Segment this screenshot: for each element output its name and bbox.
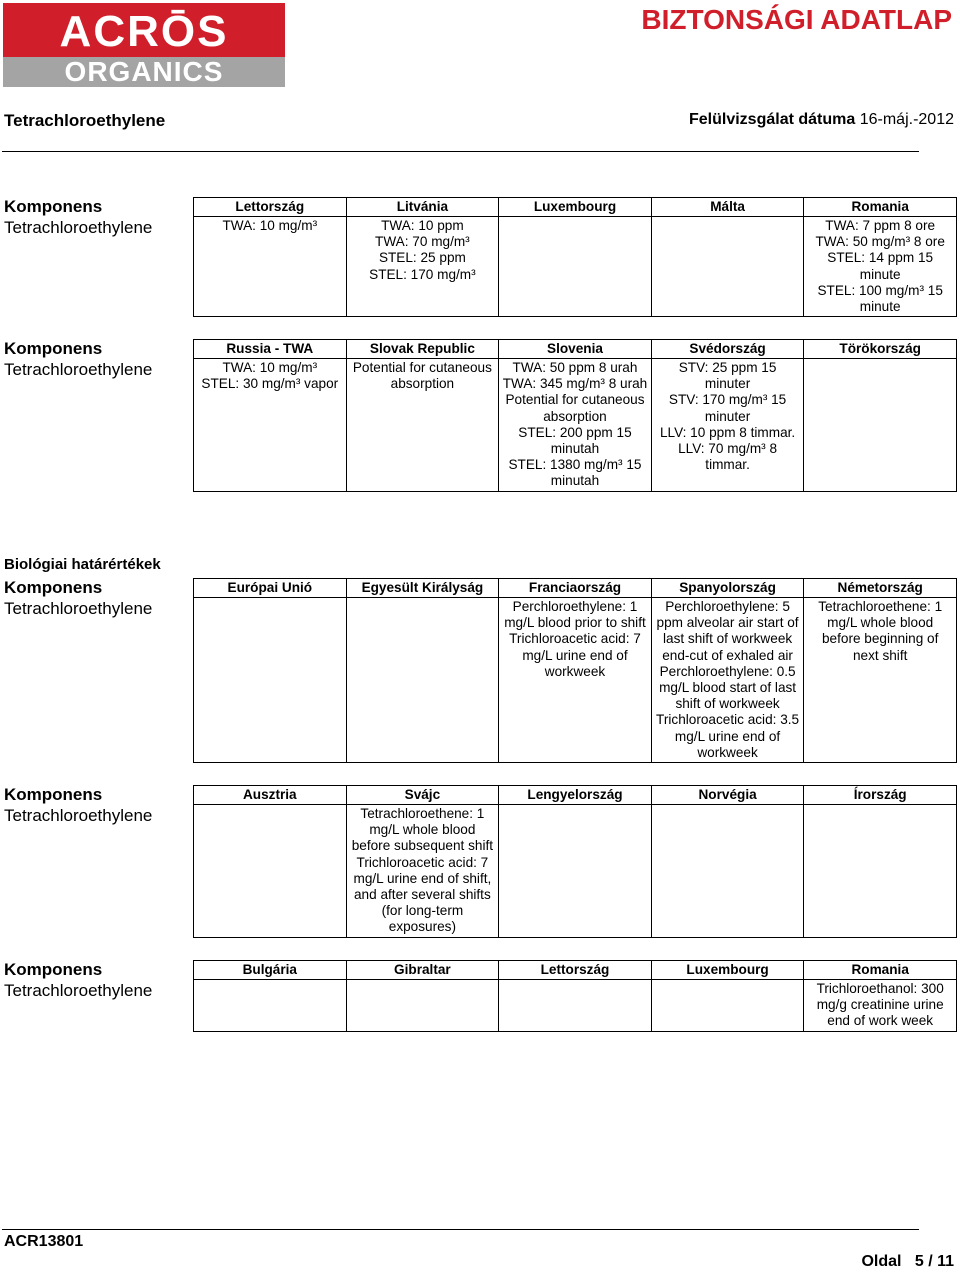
component-label: Komponens bbox=[4, 197, 103, 216]
column-header: Romania bbox=[804, 961, 957, 980]
page-label: Oldal bbox=[861, 1253, 902, 1270]
revision-date-line bbox=[689, 111, 954, 129]
header-divider bbox=[2, 151, 919, 152]
limits-table bbox=[193, 960, 957, 1032]
component-label: Komponens bbox=[4, 960, 103, 979]
limits-table bbox=[193, 785, 957, 938]
logo-top-band bbox=[3, 3, 285, 61]
table-cell bbox=[499, 980, 652, 1032]
column-header: Slovenia bbox=[499, 340, 652, 359]
table-cell: Tetrachloroethene: 1 mg/L whole blood before beginning of next shift bbox=[804, 598, 957, 763]
table-cell bbox=[651, 217, 804, 317]
component-label: Komponens bbox=[4, 339, 103, 358]
table-cell bbox=[651, 805, 804, 938]
component-name: Tetrachloroethylene bbox=[4, 218, 153, 237]
product-name: Tetrachloroethylene bbox=[4, 111, 166, 130]
table-cell: Perchloroethylene: 1 mg/L blood prior to shift Trichloroacetic acid: 7 mg/L urine end of workweek bbox=[499, 598, 652, 763]
table-cell bbox=[346, 980, 499, 1032]
column-header: Norvégia bbox=[651, 786, 804, 805]
table-header-row bbox=[194, 961, 957, 980]
table-cell bbox=[194, 805, 347, 938]
table-cell: Potential for cutaneous absorption bbox=[346, 359, 499, 492]
column-header: Egyesült Királyság bbox=[346, 579, 499, 598]
column-header: Lengyelország bbox=[499, 786, 652, 805]
limits-table bbox=[193, 197, 957, 317]
table-header-row bbox=[194, 786, 957, 805]
column-header: Svédország bbox=[651, 340, 804, 359]
component-name: Tetrachloroethylene bbox=[4, 806, 153, 825]
table-row bbox=[194, 598, 957, 763]
document-id: ACR13801 bbox=[4, 1233, 84, 1250]
table-row bbox=[194, 217, 957, 317]
logo-bottom-band bbox=[3, 57, 285, 87]
page-value: 5 / 11 bbox=[914, 1253, 954, 1270]
limits-table bbox=[193, 578, 957, 763]
biological-limits-heading: Biológiai határértékek bbox=[4, 556, 161, 573]
column-header: Írország bbox=[804, 786, 957, 805]
column-header: Lettország bbox=[499, 961, 652, 980]
table-cell: TWA: 10 mg/m³ bbox=[194, 217, 347, 317]
table-header-row bbox=[194, 340, 957, 359]
revision-label: Felülvizsgálat dátuma bbox=[689, 111, 856, 128]
table-cell bbox=[499, 217, 652, 317]
column-header: Luxembourg bbox=[651, 961, 804, 980]
acros-organics-logo bbox=[3, 3, 285, 87]
column-header: Romania bbox=[804, 198, 957, 217]
column-header: Bulgária bbox=[194, 961, 347, 980]
table-row bbox=[194, 980, 957, 1032]
table-cell bbox=[194, 980, 347, 1032]
table-cell bbox=[804, 805, 957, 938]
limits-table bbox=[193, 339, 957, 492]
logo-bottom-text: ORGANICS bbox=[64, 57, 224, 87]
table-cell: TWA: 7 ppm 8 ore TWA: 50 mg/m³ 8 ore STEL: 14 ppm 15 minute STEL: 100 mg/m³ 15 minute bbox=[804, 217, 957, 317]
component-name: Tetrachloroethylene bbox=[4, 360, 153, 379]
table-cell: STV: 25 ppm 15 minuter STV: 170 mg/m³ 15 minuter LLV: 10 ppm 8 timmar. LLV: 70 mg/m³ 8 timmar. bbox=[651, 359, 804, 492]
column-header: Slovak Republic bbox=[346, 340, 499, 359]
component-label: Komponens bbox=[4, 578, 103, 597]
table-cell: TWA: 10 mg/m³ STEL: 30 mg/m³ vapor bbox=[194, 359, 347, 492]
column-header: Spanyolország bbox=[651, 579, 804, 598]
column-header: Franciaország bbox=[499, 579, 652, 598]
table-cell: TWA: 10 ppm TWA: 70 mg/m³ STEL: 25 ppm STEL: 170 mg/m³ bbox=[346, 217, 499, 317]
table-header-row bbox=[194, 579, 957, 598]
table-cell bbox=[194, 598, 347, 763]
column-header: Málta bbox=[651, 198, 804, 217]
table-cell bbox=[499, 805, 652, 938]
column-header: Litvánia bbox=[346, 198, 499, 217]
document-title: BIZTONSÁGI ADATLAP bbox=[641, 4, 952, 35]
table-cell: Trichloroethanol: 300 mg/g creatinine urine end of work week bbox=[804, 980, 957, 1032]
column-header: Gibraltar bbox=[346, 961, 499, 980]
component-label: Komponens bbox=[4, 785, 103, 804]
table-cell: TWA: 50 ppm 8 urah TWA: 345 mg/m³ 8 urah Potential for cutaneous absorption STEL: 200 ppm 15 minutah STEL: 1380 mg/m³ 15 minutah bbox=[499, 359, 652, 492]
column-header: Németország bbox=[804, 579, 957, 598]
table-header-row bbox=[194, 198, 957, 217]
table-cell: Tetrachloroethene: 1 mg/L whole blood before subsequent shift Trichloroacetic acid: 7 mg/L urine end of shift, and after several shifts (for long-term exposures) bbox=[346, 805, 499, 938]
component-name: Tetrachloroethylene bbox=[4, 599, 153, 618]
table-row bbox=[194, 359, 957, 492]
page-number bbox=[861, 1253, 954, 1271]
component-name: Tetrachloroethylene bbox=[4, 981, 153, 1000]
column-header: Svájc bbox=[346, 786, 499, 805]
column-header: Európai Unió bbox=[194, 579, 347, 598]
footer-divider bbox=[2, 1229, 919, 1230]
column-header: Törökország bbox=[804, 340, 957, 359]
column-header: Lettország bbox=[194, 198, 347, 217]
column-header: Luxembourg bbox=[499, 198, 652, 217]
table-cell bbox=[804, 359, 957, 492]
logo-top-text: ACRŌS bbox=[59, 7, 229, 56]
table-row bbox=[194, 805, 957, 938]
revision-date: 16-máj.-2012 bbox=[859, 111, 954, 128]
table-cell bbox=[346, 598, 499, 763]
column-header: Ausztria bbox=[194, 786, 347, 805]
table-cell bbox=[651, 980, 804, 1032]
table-cell: Perchloroethylene: 5 ppm alveolar air start of last shift of workweek end-cut of exhaled air Perchloroethylene: 0.5 mg/L blood start of last shift of workweek Trichloroacetic acid: 3.5 mg/L urine end of workweek bbox=[651, 598, 804, 763]
column-header: Russia - TWA bbox=[194, 340, 347, 359]
